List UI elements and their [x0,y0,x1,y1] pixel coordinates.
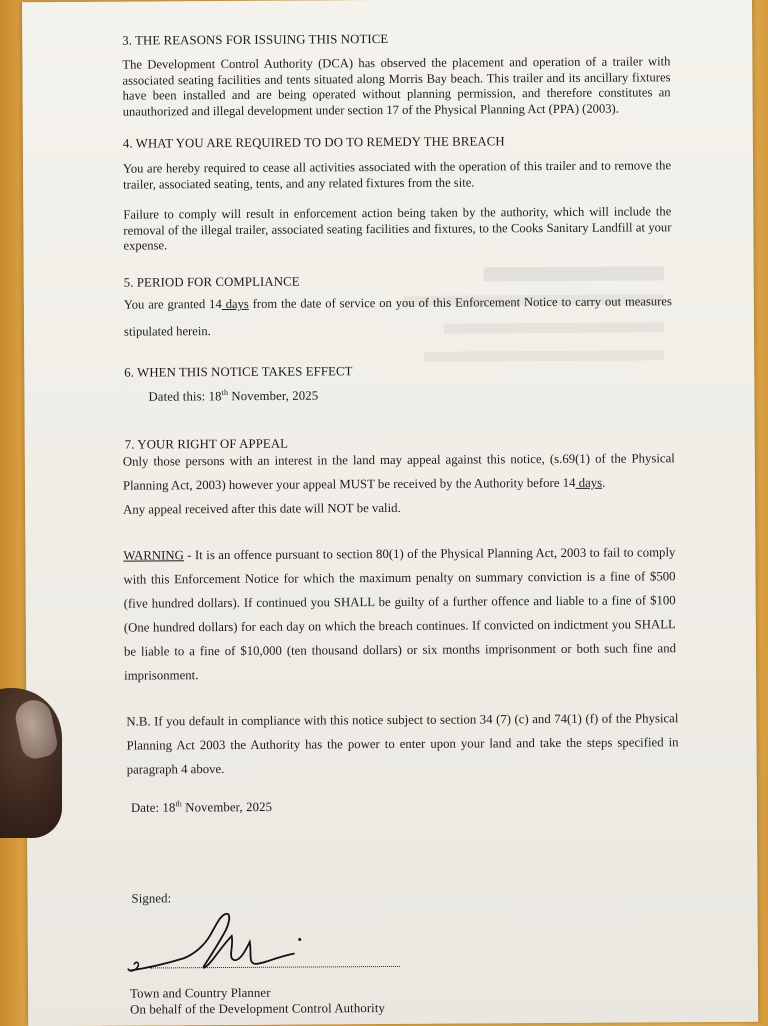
date-sup: th [175,799,182,809]
warning-paragraph [123,540,676,687]
section-6-heading: 6. WHEN THIS NOTICE TAKES EFFECT [124,364,353,380]
section-7-days: days [575,475,603,490]
warning-text: - It is an offence pursuant to section 80(1) of the Physical Planning Act, 2003 to fail to comply with this Enforcement Notice for which the maximum penalty on summary conviction is a fine of $500 (five hundred dollars). If continued you SHALL be guilty of a further offence and liable to a fine of $100 (One hundred dollars) for each day on which the breach continues. If convicted on indictment you SHALL be liable to a fine of $10,000 (ten thousand dollars) or six months imprisonment or both such fine and imprisonment. [123,545,677,683]
section-3-heading: 3. THE REASONS FOR ISSUING THIS NOTICE [122,31,389,48]
section-5-heading: 5. PERIOD FOR COMPLIANCE [123,274,300,290]
notice-date [131,799,272,816]
section-7-body [123,446,675,497]
signed-label: Signed: [131,891,172,906]
section-4-para-1: You are hereby required to cease all activities associated with the operation of this trailer and to remove the trailer, associated seating, tents, and any related fixtures from the site. [122,158,672,192]
date-rest: November, 2025 [181,799,273,815]
section-7-text-after: . [602,475,606,490]
dated-rest: November, 2025 [228,388,319,404]
dated-day: 18 [208,389,222,404]
signer-org: On behalf of the Development Control Authority [130,1001,386,1017]
section-7-heading: 7. YOUR RIGHT OF APPEAL [124,436,289,452]
notice-paper [22,0,758,1026]
section-4-para-2: Failure to comply will result in enforcement action being taken by the authority, which will include the removal of the illegal trailer, associated seating facilities and fixtures, to the Cooks Sanitary Landfill at your expense. [123,204,672,253]
section-5-days: days [221,296,249,312]
date-label: Date: [130,800,160,815]
section-6-dated [148,387,318,404]
nb-paragraph: N.B. If you default in compliance with this notice subject to section 34 (7) (c) and 74(1) (f) of the Physical Planning Act 2003 the Authority has the power to enter upon your land and take the steps specified in paragraph 4 above. [126,711,679,777]
signer-title: Town and Country Planner [130,985,271,1001]
section-7-text-before: Only those persons with an interest in the land may appeal against this notice, (s.69(1) of the Physical Planning Act, 2003) however your appeal MUST be received by the Authority before 14 [122,451,675,493]
section-5-text-after: from the date of service on you of this Enforcement Notice to carry out measures stipulated herein. [123,294,672,339]
section-7-line-3: Any appeal received after this date will NOT be valid. [123,500,401,517]
date-day: 18 [162,800,176,815]
section-5-body [124,288,672,345]
dated-sup: th [221,387,229,398]
section-3-body: The Development Control Authority (DCA) has observed the placement and operation of a trailer with associated seating facilities and tents situated along Morris Bay beach. This trailer and its ancillary fixtures have been installed and are being operated without planning permission, and therefore constitutes an unauthorized and illegal development under section 17 of the Physical Planning Act (PPA) (2003). [122,54,671,119]
dated-label: Dated this: [148,389,206,404]
warning-label: WARNING [123,548,184,563]
section-4-heading: 4. WHAT YOU ARE REQUIRED TO DO TO REMEDY THE BREACH [122,134,505,151]
section-5-text-before: You are granted 14 [123,297,222,312]
